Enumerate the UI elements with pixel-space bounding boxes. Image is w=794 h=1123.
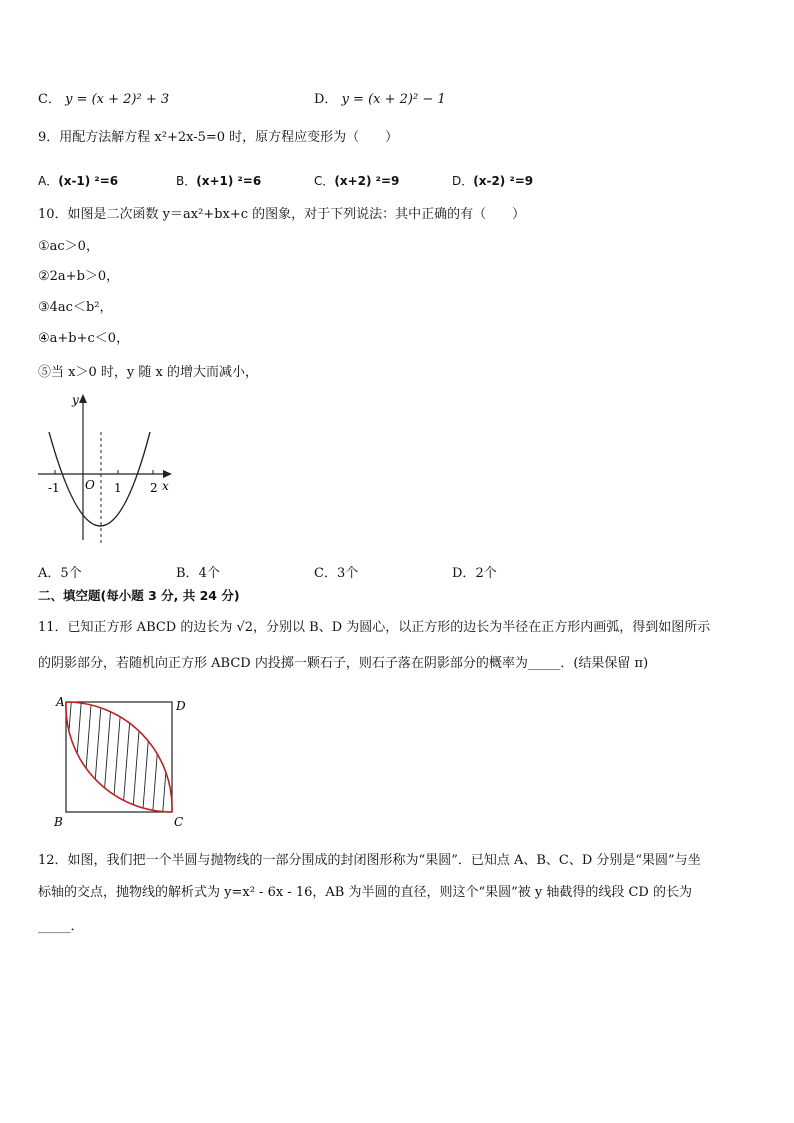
- q10-statement-4: ④a+b+c＜0，: [38, 331, 130, 346]
- graph-y-label: y: [72, 393, 79, 407]
- q8-option-c: [38, 88, 169, 107]
- q10-option-c: [314, 562, 358, 581]
- graph-tick-label-2: 2: [150, 481, 158, 495]
- vertex-c: C: [174, 815, 184, 829]
- parabola-curve: [49, 432, 150, 526]
- q10-option-c-text: 3个: [336, 566, 359, 581]
- q8-option-d-label: D．: [314, 92, 338, 107]
- q10-parabola-graph: [30, 390, 180, 550]
- q8-option-d-expr: y = (x + 2)² − 1: [341, 92, 446, 107]
- q9-option-b-text: (x+1) ²=6: [196, 174, 262, 188]
- q9-option-a-text: (x-1) ²=6: [58, 174, 119, 188]
- q9-stem: 9．用配方法解方程 x²+2x-5=0 时，原方程应变形为（ ）: [38, 130, 399, 145]
- x-axis-arrow: [163, 470, 172, 478]
- lens-hatching: [62, 692, 182, 822]
- q10-statement-5: ⑤当 x＞0 时，y 随 x 的增大而减小，: [38, 365, 258, 380]
- q9-option-c: [314, 172, 399, 189]
- q9-option-d-text: (x-2) ²=9: [473, 174, 534, 188]
- graph-origin-label: O: [85, 478, 95, 492]
- q9-option-c-label: C．: [314, 174, 335, 188]
- q10-option-c-label: C．: [314, 566, 337, 581]
- q10-statement-1: ①ac＞0，: [38, 239, 99, 254]
- square-abcd: [66, 702, 172, 812]
- q10-option-b: [176, 562, 220, 581]
- graph-tick-label-neg1: -1: [48, 481, 60, 495]
- q10-option-d-label: D．: [452, 566, 476, 581]
- q8-option-c-expr: y = (x + 2)² + 3: [65, 92, 170, 107]
- q12-line-2: 标轴的交点，抛物线的解析式为 y=x² - 6x - 16，AB 为半圆的直径，则这个“果圆”被 y 轴截得的线段 CD 的长为: [38, 885, 692, 900]
- q9-option-d-label: D．: [452, 174, 474, 188]
- q11-square-figure: [50, 692, 200, 832]
- q10-option-a: [38, 562, 82, 581]
- q9-option-b: [176, 172, 261, 189]
- y-axis-arrow: [79, 394, 87, 403]
- q10-statement-3: ③4ac＜b²，: [38, 300, 113, 315]
- vertex-d: D: [176, 699, 186, 713]
- q10-option-b-label: B．: [176, 566, 199, 581]
- q10-option-d-text: 2个: [475, 566, 497, 581]
- q8-option-d: [314, 88, 446, 107]
- q10-option-d: [452, 562, 497, 581]
- q9-option-a-label: A．: [38, 174, 59, 188]
- arc-center-d: [66, 702, 172, 812]
- q11-line-1: 11．已知正方形 ABCD 的边长为 √2，分别以 B、D 为圆心，以正方形的边长为半径在正方形内画弧，得到如图所示: [38, 620, 711, 635]
- vertex-b: B: [54, 815, 63, 829]
- q10-statement-2: ②2a+b＞0，: [38, 269, 120, 284]
- vertex-a: A: [56, 695, 65, 709]
- q9-option-c-text: (x+2) ²=9: [334, 174, 400, 188]
- q9-option-b-label: B．: [176, 174, 197, 188]
- q10-option-a-text: 5个: [60, 566, 82, 581]
- q9-option-d: [452, 172, 533, 189]
- q10-stem: 10．如图是二次函数 y＝ax²+bx+c 的图象，对于下列说法：其中正确的有（ ）: [38, 207, 526, 222]
- q12-line-1: 12．如图，我们把一个半圆与抛物线的一部分围成的封闭图形称为“果圆”．已知点 A、B、C、D 分别是“果圆”与坐: [38, 853, 701, 868]
- q10-option-a-label: A．: [38, 566, 61, 581]
- q9-option-a: [38, 172, 118, 189]
- graph-x-label: x: [162, 479, 169, 493]
- q11-line-2: 的阴影部分，若随机向正方形 ABCD 内投掷一颗石子，则石子落在阴影部分的概率为_____．(结果保留 π): [38, 656, 649, 671]
- graph-tick-label-1: 1: [114, 481, 122, 495]
- section-2-heading: 二、填空题(每小题 3 分, 共 24 分): [38, 588, 240, 603]
- q10-option-b-text: 4个: [198, 566, 220, 581]
- arc-center-b: [66, 702, 172, 812]
- q8-option-c-label: C．: [38, 92, 61, 107]
- q12-line-3: _____．: [38, 919, 84, 934]
